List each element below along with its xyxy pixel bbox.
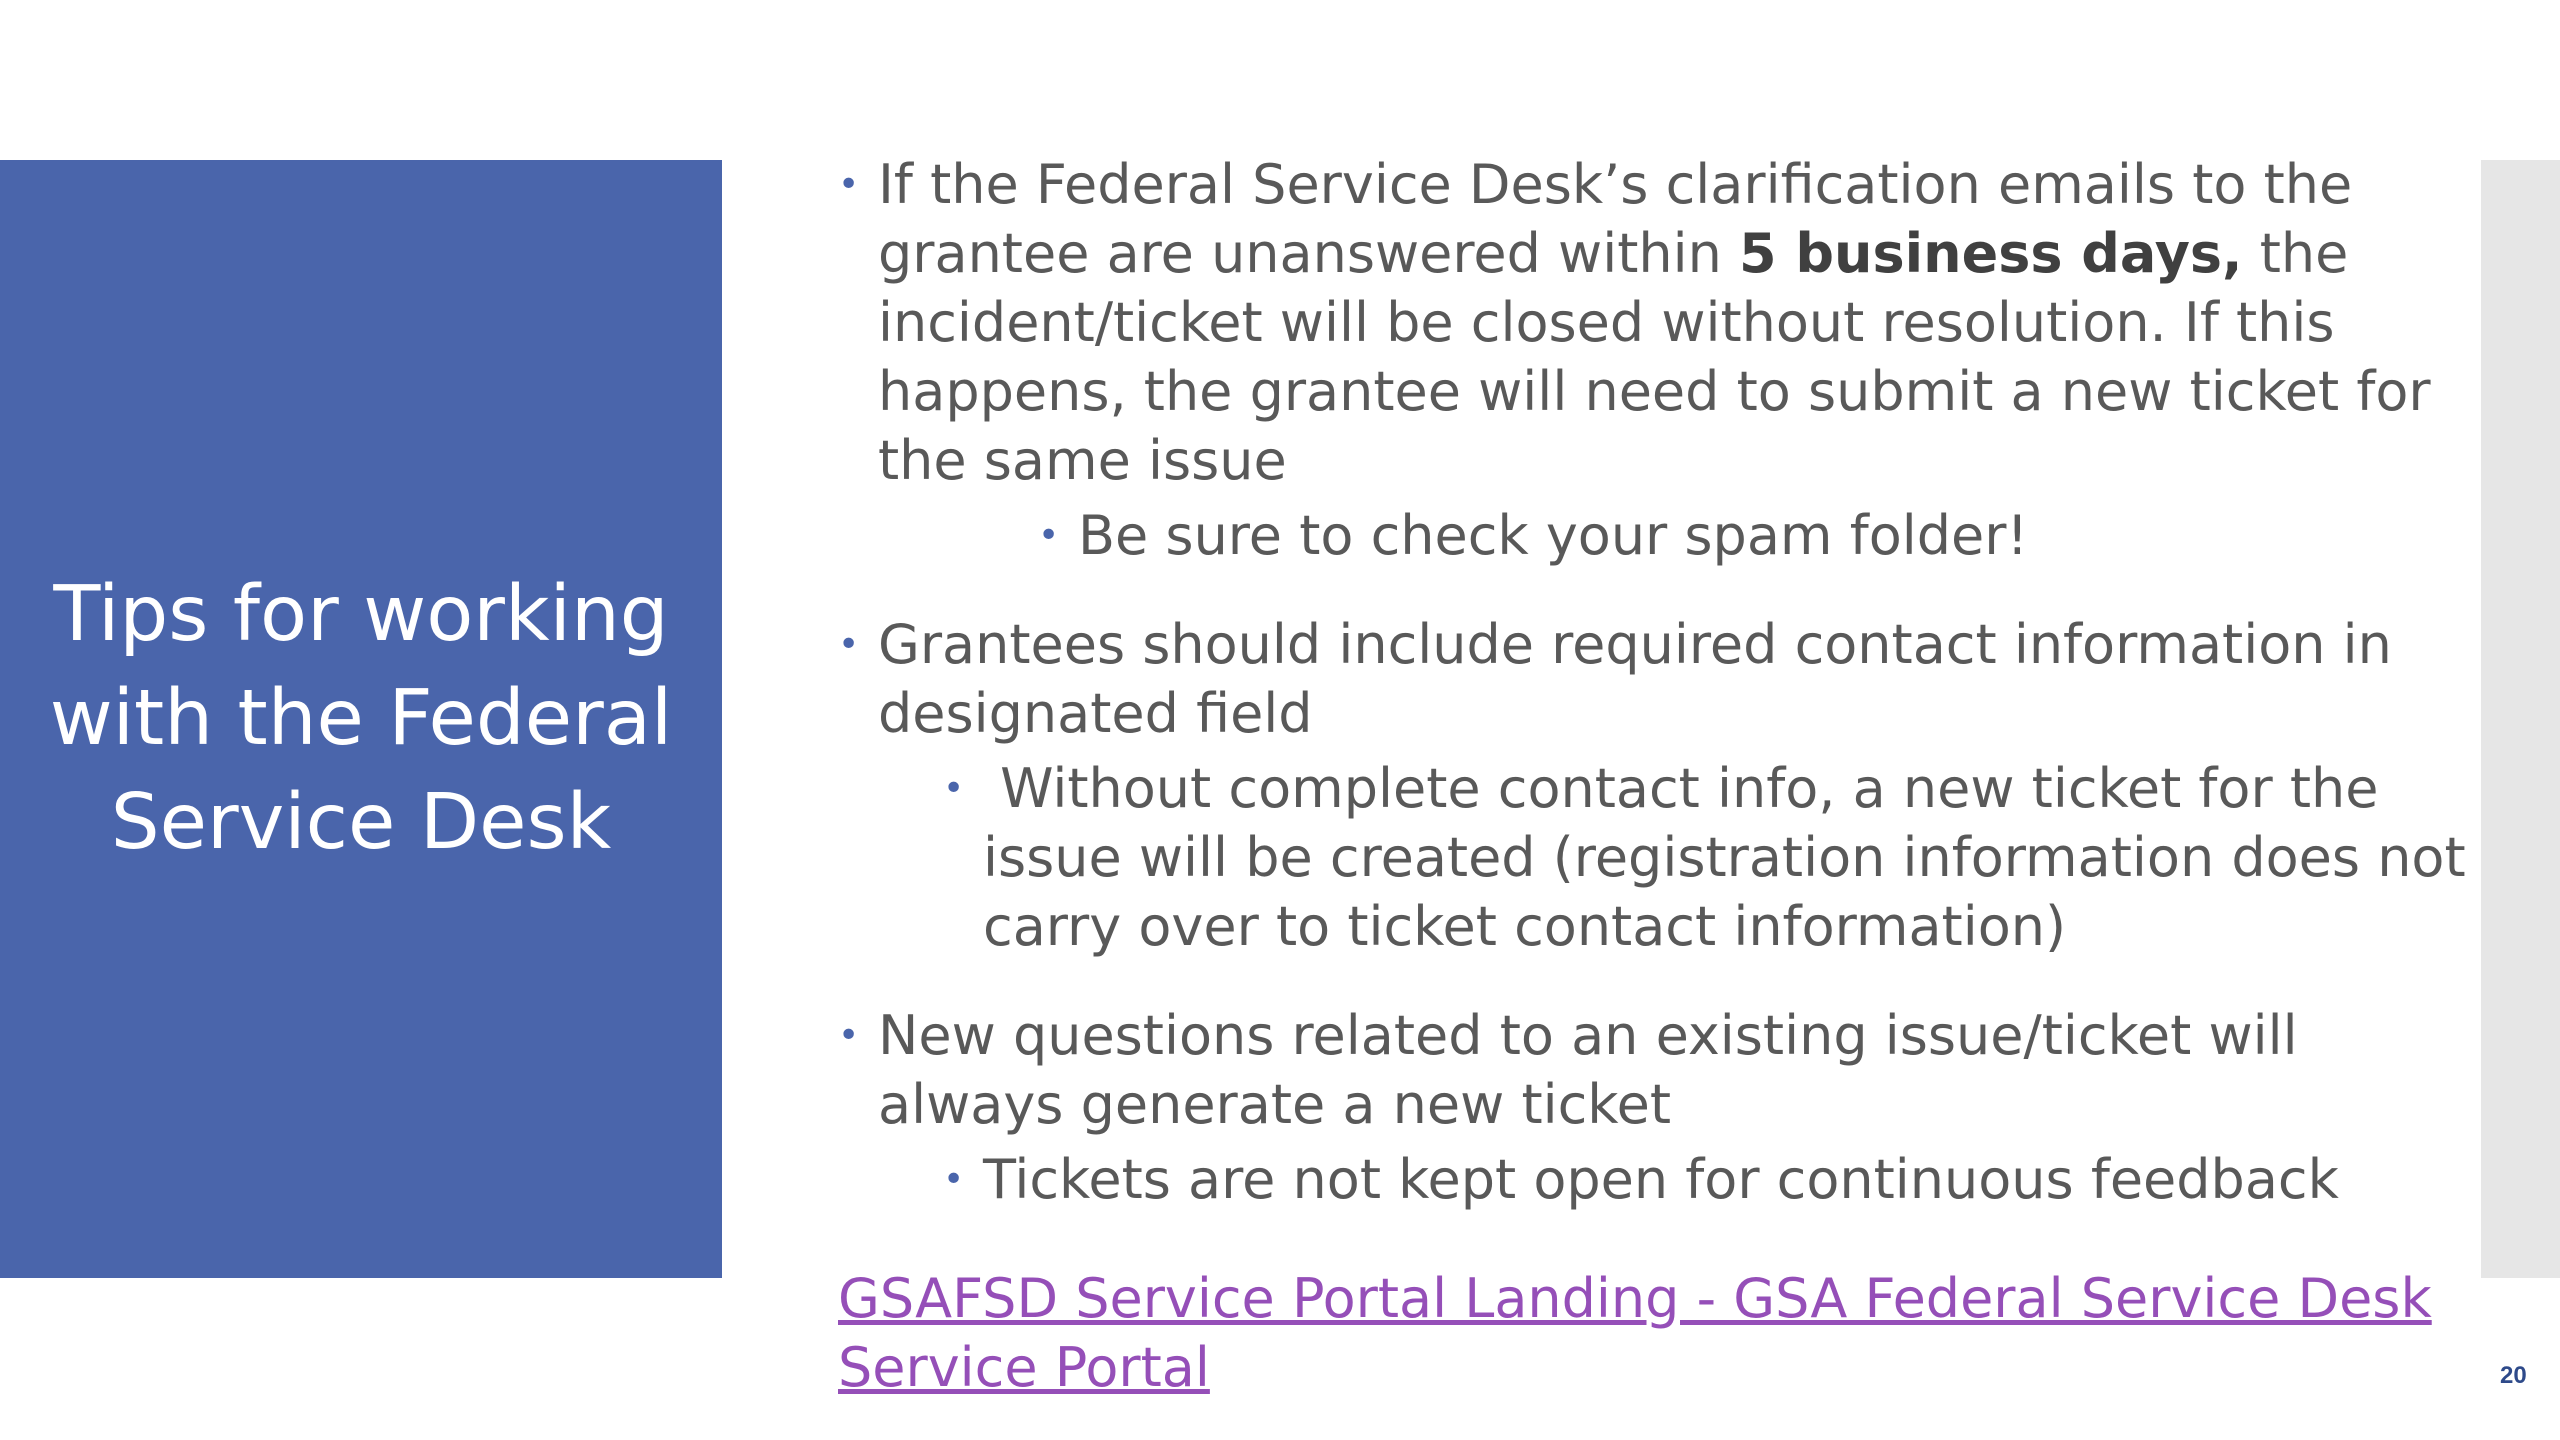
bullet-item [838, 150, 2431, 495]
bullet-text [878, 150, 2431, 495]
bullet-line: the same issue [878, 429, 1287, 492]
bullet-list [838, 150, 2466, 1214]
link-line[interactable]: Service Portal [838, 1336, 1210, 1399]
sub-bullet-text [983, 754, 2466, 961]
sub-bullet-item [943, 1145, 2418, 1214]
sub-bullet-text [983, 1145, 2418, 1214]
bullet-line: Tickets are not kept open for continuous feedback [983, 1148, 2339, 1211]
bullet-line: issue will be created (registration information does not [983, 826, 2466, 889]
bullet-line: If the Federal Service Desk’s clarification emails to the [878, 153, 2353, 216]
sub-bullet-item [1038, 501, 2418, 570]
bullet-line [878, 219, 2418, 288]
sub-bullet-text [1078, 501, 2418, 570]
service-portal-link[interactable] [838, 1264, 2432, 1402]
link-line[interactable]: GSAFSD Service Portal Landing - GSA Federal Service Desk [838, 1267, 2432, 1330]
bullet-line: Grantees should include required contact information in [878, 613, 2392, 676]
bullet-item [838, 610, 2418, 748]
bullet-line: designated field [878, 682, 1313, 745]
sub-bullet-item [943, 754, 2466, 961]
bullet-item [838, 1001, 2418, 1139]
title-line: with the Federal [49, 674, 673, 763]
bullet-line: incident/ticket will be closed without resolution. If this [878, 291, 2335, 354]
emphasis-text: 5 business days, [1739, 222, 2243, 285]
side-strip [2481, 160, 2560, 1278]
bullet-line-part: the [2242, 222, 2349, 285]
bullet-dot-icon: • [838, 164, 860, 205]
bullet-text [878, 1001, 2418, 1139]
bullet-dot-icon: • [838, 624, 860, 665]
title-line: Tips for working [53, 570, 669, 659]
slide-title [21, 563, 701, 875]
bullet-line: Be sure to check your spam folder! [1078, 504, 2029, 567]
bullet-line: New questions related to an existing issue/ticket will [878, 1004, 2298, 1067]
bullet-dot-icon: • [943, 768, 965, 809]
bullet-dot-icon: • [838, 1015, 860, 1056]
bullet-line: Without complete contact info, a new ticket for the [983, 757, 2379, 820]
bullet-text [878, 610, 2418, 748]
bullet-line: always generate a new ticket [878, 1073, 1672, 1136]
bullet-line-part: grantee are unanswered within [878, 222, 1739, 285]
bullet-dot-icon: • [943, 1159, 965, 1200]
bullet-line: happens, the grantee will need to submit a new ticket for [878, 360, 2431, 423]
title-panel [0, 160, 722, 1278]
title-line: Service Desk [110, 778, 612, 867]
bullet-dot-icon: • [1038, 515, 1060, 556]
page-number: 20 [2500, 1362, 2527, 1389]
bullet-line: carry over to ticket contact information) [983, 895, 2067, 958]
